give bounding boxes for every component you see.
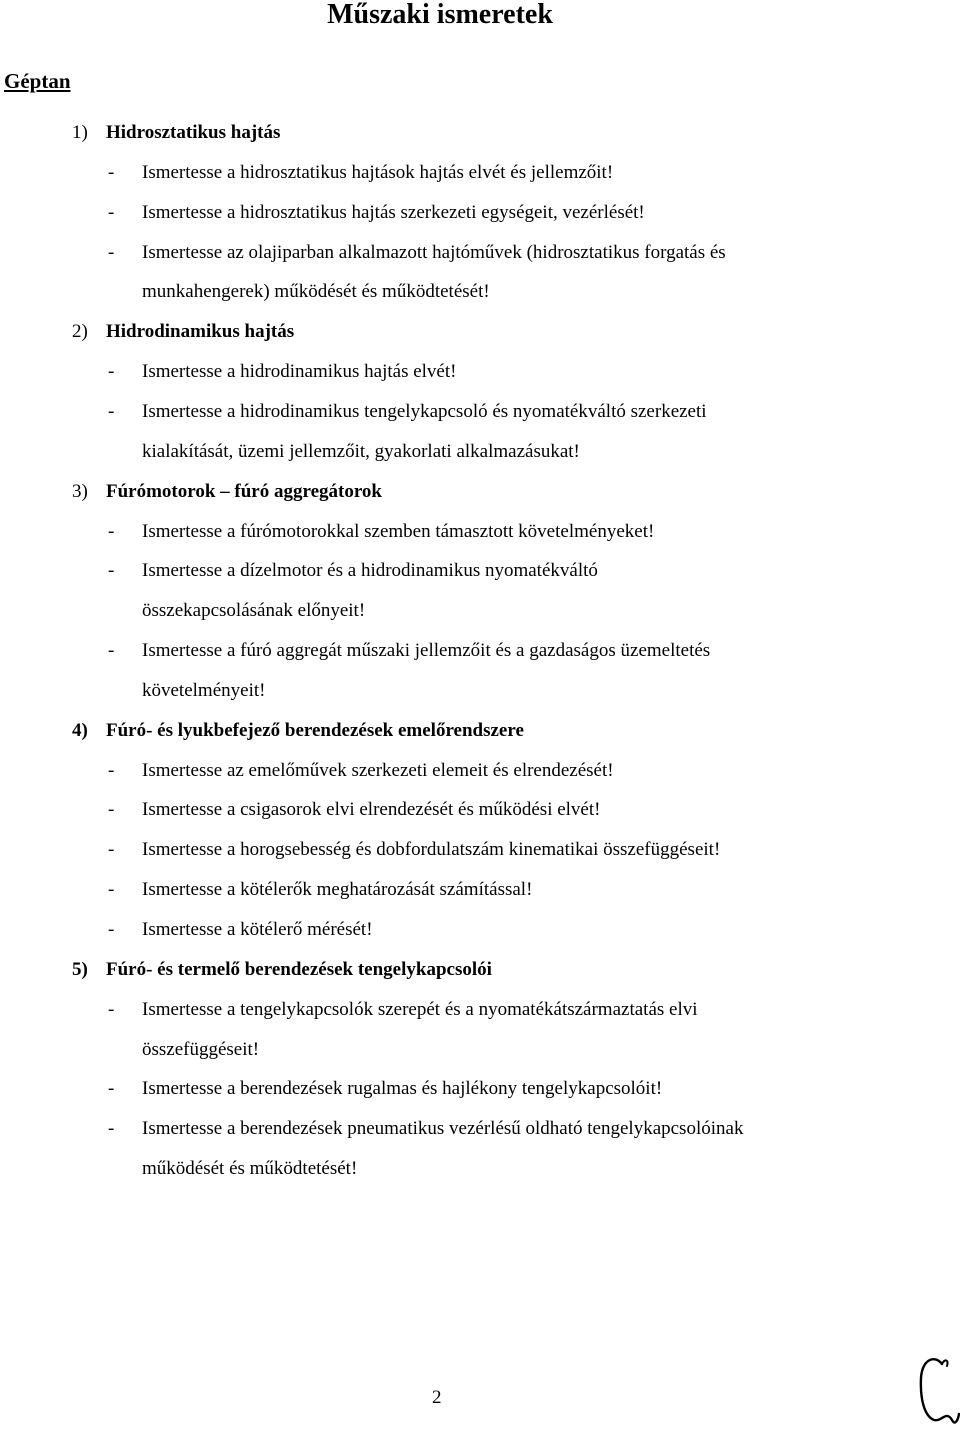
bullet-dash: - xyxy=(108,201,115,223)
section-title: Géptan xyxy=(4,69,71,93)
list-item-text: Ismertesse a hidrodinamikus hajtás elvét! xyxy=(142,361,457,383)
bullet-dash: - xyxy=(108,400,115,422)
topic-number: 3) xyxy=(72,480,88,502)
list-item-text: Ismertesse a hidrodinamikus tengelykapcsoló és nyomatékváltó szerkezeti xyxy=(142,400,707,422)
list-item-continuation: összefüggéseit! xyxy=(142,1038,260,1060)
list-item-continuation: összekapcsolásának előnyeit! xyxy=(142,600,366,622)
bullet-dash: - xyxy=(108,919,115,940)
list-item xyxy=(108,878,532,902)
list-item-text: Ismertesse a fúró aggregát műszaki jellemzőit és a gazdaságos üzemeltetés xyxy=(142,640,711,662)
list-item xyxy=(108,1077,662,1101)
bullet-dash: - xyxy=(108,839,115,861)
list-item xyxy=(108,998,698,1022)
topic-title: Fúrómotorok – fúró aggregátorok xyxy=(106,480,383,502)
list-item xyxy=(108,759,614,783)
list-item-text: Ismertesse a csigasorok elvi elrendezését és működési elvét! xyxy=(142,799,601,821)
list-item xyxy=(108,838,720,862)
list-item-continuation: munkahengerek) működését és működtetését! xyxy=(142,281,490,303)
list-item-text: Ismertesse a hidrosztatikus hajtások hajtás elvét és jellemzőit! xyxy=(142,161,614,183)
topic-number: 5) xyxy=(72,958,88,980)
list-item-continuation: kialakítását, üzemi jellemzőit, gyakorlati alkalmazásukat! xyxy=(142,440,580,462)
list-item xyxy=(108,918,373,942)
topic-number: 1) xyxy=(72,122,88,143)
bullet-dash: - xyxy=(108,161,115,183)
bullet-dash: - xyxy=(108,799,115,821)
bullet-dash: - xyxy=(108,879,115,901)
list-item-continuation: működését és működtetését! xyxy=(142,1158,358,1180)
topic-number: 4) xyxy=(72,719,88,741)
list-item-text: Ismertesse az olajiparban alkalmazott hajtóművek (hidrosztatikus forgatás és xyxy=(142,241,726,263)
topic-heading xyxy=(72,958,492,982)
list-item xyxy=(108,520,654,544)
topic-heading xyxy=(72,121,280,145)
list-item-text: Ismertesse a kötélerő mérését! xyxy=(142,919,373,940)
list-item-text: Ismertesse a tengelykapcsolók szerepét és a nyomatékátszármaztatás elvi xyxy=(142,998,698,1020)
list-item-text: Ismertesse a hidrosztatikus hajtás szerkezeti egységeit, vezérlését! xyxy=(142,201,645,223)
list-item xyxy=(108,400,707,424)
list-item xyxy=(108,559,598,583)
topic-title: Fúró- és lyukbefejező berendezések emelőrendszere xyxy=(106,719,524,741)
bullet-dash: - xyxy=(108,560,115,582)
bullet-dash: - xyxy=(108,640,115,662)
list-item-text: Ismertesse az emelőművek szerkezeti elemeit és elrendezését! xyxy=(142,759,614,781)
topic-title: Fúró- és termelő berendezések tengelykapcsolói xyxy=(106,958,492,980)
list-item-continuation: követelményeit! xyxy=(142,679,266,701)
list-item-text: Ismertesse a berendezések pneumatikus vezérlésű oldható tengelykapcsolóinak xyxy=(142,1118,744,1140)
list-item xyxy=(108,360,456,384)
bullet-dash: - xyxy=(108,520,115,542)
list-item-text: Ismertesse a dízelmotor és a hidrodinamikus nyomatékváltó xyxy=(142,560,598,582)
topic-title: Hidrodinamikus hajtás xyxy=(106,321,295,343)
bullet-dash: - xyxy=(108,1118,115,1140)
list-item xyxy=(108,639,710,663)
bullet-dash: - xyxy=(108,361,115,383)
bullet-dash: - xyxy=(108,241,115,263)
document-title: Műszaki ismeretek xyxy=(327,0,553,30)
list-item-text: Ismertesse a horogsebesség és dobfordulatszám kinematikai összefüggéseit! xyxy=(142,839,721,861)
bullet-dash: - xyxy=(108,1078,115,1100)
list-item-text: Ismertesse a kötélerők meghatározását számítással! xyxy=(142,879,533,901)
list-item xyxy=(108,798,600,822)
bullet-dash: - xyxy=(108,998,115,1020)
handwritten-signature xyxy=(912,1350,960,1432)
bullet-dash: - xyxy=(108,759,115,781)
list-item-text: Ismertesse a fúrómotorokkal szemben támasztott követelményeket! xyxy=(142,520,655,542)
list-item xyxy=(108,201,645,225)
page-number: 2 xyxy=(432,1387,442,1408)
topic-number: 2) xyxy=(72,321,88,343)
topic-title: Hidrosztatikus hajtás xyxy=(106,122,281,143)
topic-heading xyxy=(72,719,524,743)
topic-heading xyxy=(72,480,382,504)
list-item xyxy=(108,161,613,185)
topic-heading xyxy=(72,320,294,344)
list-item xyxy=(108,241,726,265)
list-item-text: Ismertesse a berendezések rugalmas és hajlékony tengelykapcsolóit! xyxy=(142,1078,663,1100)
list-item xyxy=(108,1117,743,1141)
